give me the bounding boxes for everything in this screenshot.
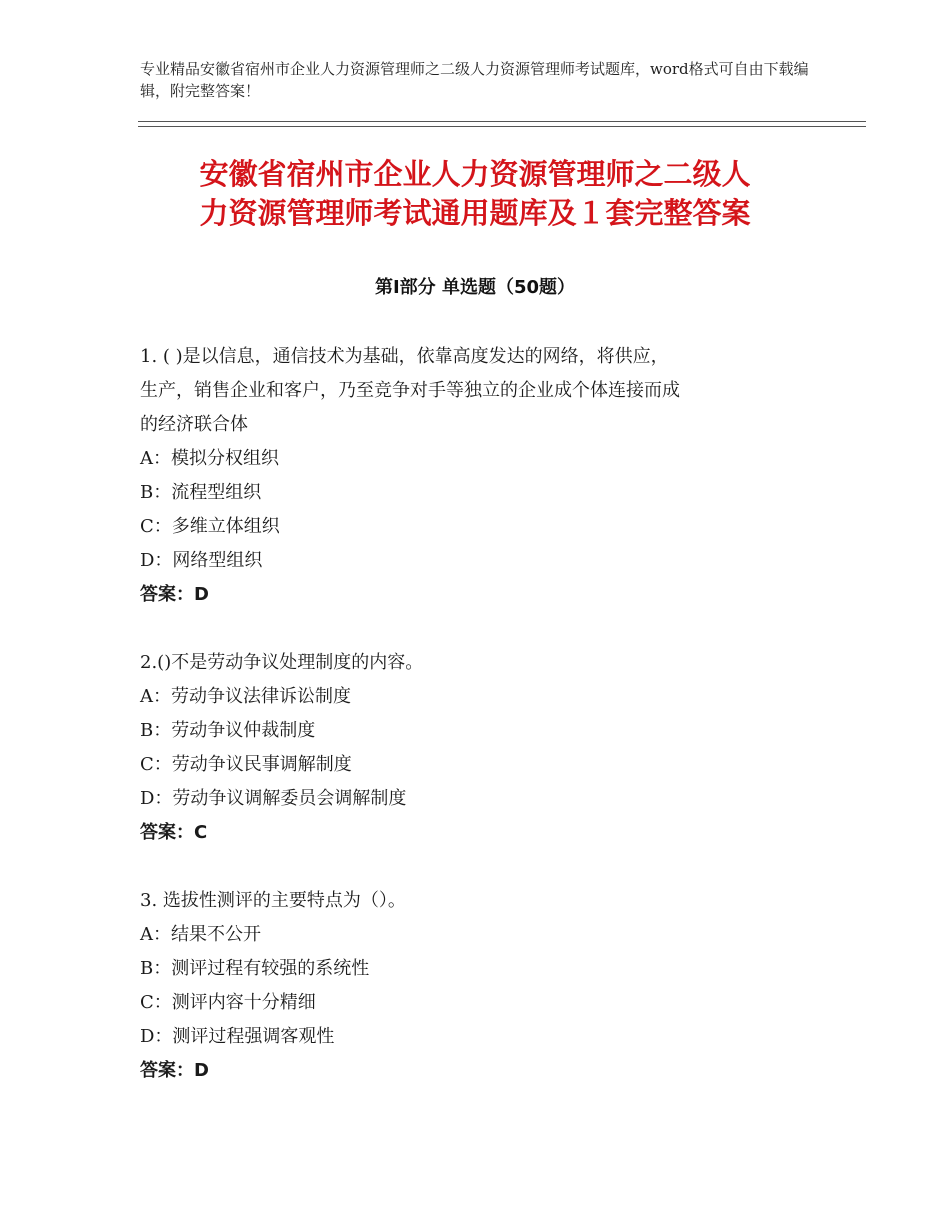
- question-2-option-c: C：劳动争议民事调解制度: [140, 754, 352, 775]
- question-1-stem-line-1: 1. ( )是以信息，通信技术为基础，依靠高度发达的网络，将供应，: [140, 346, 669, 367]
- header-divider-top: [138, 121, 866, 122]
- header-note: 专业精品安徽省宿州市企业人力资源管理师之二级人力资源管理师考试题库，word格式可自由下载编辑，附完整答案！: [140, 60, 809, 100]
- document-title-line-1: 安徽省宿州市企业人力资源管理师之二级人: [199, 157, 751, 191]
- question-2-answer: 答案：C: [140, 822, 208, 843]
- question-1: [140, 340, 820, 612]
- question-1-stem-line-2: 生产，销售企业和客户，乃至竞争对手等独立的企业成个体连接而成: [140, 380, 680, 401]
- section-title: 第Ⅰ部分 单选题（50题）: [374, 277, 575, 298]
- question-3-option-b: B：测评过程有较强的系统性: [140, 958, 370, 979]
- question-list: [140, 340, 820, 1122]
- question-1-option-d: D：网络型组织: [140, 550, 263, 571]
- question-3-stem-line-1: 3. 选拔性测评的主要特点为（）。: [140, 890, 406, 911]
- document-title: [120, 155, 830, 233]
- question-2-option-d: D：劳动争议调解委员会调解制度: [140, 788, 407, 809]
- question-1-answer: 答案：D: [140, 584, 209, 605]
- question-3-option-c: C：测评内容十分精细: [140, 992, 316, 1013]
- question-1-stem-line-3: 的经济联合体: [140, 414, 248, 435]
- question-3-option-d: D：测评过程强调客观性: [140, 1026, 335, 1047]
- question-3-answer: 答案：D: [140, 1060, 209, 1081]
- question-1-option-c: C：多维立体组织: [140, 516, 280, 537]
- question-2-option-a: A：劳动争议法律诉讼制度: [140, 686, 351, 707]
- question-1-option-b: B：流程型组织: [140, 482, 262, 503]
- document-title-line-2: 力资源管理师考试通用题库及１套完整答案: [199, 196, 751, 230]
- question-3: [140, 884, 820, 1088]
- question-1-option-a: A：模拟分权组织: [140, 448, 279, 469]
- question-3-option-a: A：结果不公开: [140, 924, 261, 945]
- question-2-option-b: B：劳动争议仲裁制度: [140, 720, 316, 741]
- header-divider-bottom: [138, 126, 866, 127]
- question-2: [140, 646, 820, 850]
- question-2-stem-line-1: 2.()不是劳动争议处理制度的内容。: [140, 652, 424, 673]
